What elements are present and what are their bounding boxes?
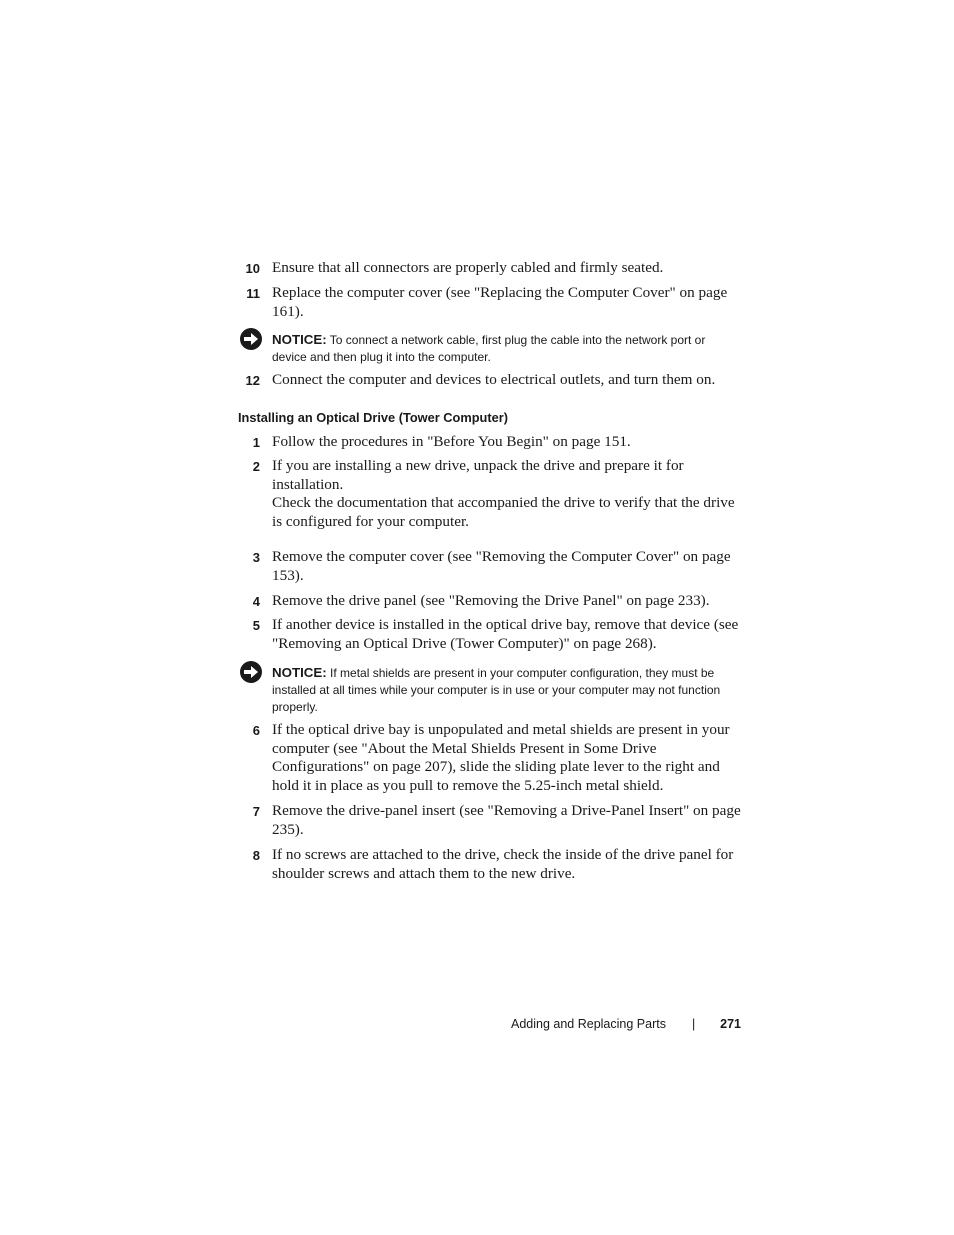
step-text: If the optical drive bay is unpopulated and metal shields are present in your computer (see "About the Metal Shields Present in Some Drive Configurations" on page 207), slide the sliding plate lever to the right and hold it in place as you pull to remove the 5.25-inch metal shield. (272, 721, 730, 794)
step-text: Replace the computer cover (see "Replacing the Computer Cover" on page 161). (272, 284, 728, 320)
step-number: 1 (252, 435, 260, 450)
step-text: Follow the procedures in "Before You Begin" on page 151. (272, 433, 631, 450)
step-text: If you are installing a new drive, unpack the drive and prepare it for installation. (272, 457, 684, 493)
footer-separator: | (692, 1017, 696, 1031)
step-text: Connect the computer and devices to electrical outlets, and turn them on. (272, 371, 716, 388)
step-4 (238, 592, 743, 611)
step-subtext: Check the documentation that accompanied the drive to verify that the drive is configured for your computer. (272, 494, 735, 530)
step-text: If another device is installed in the optical drive bay, remove that device (see "Removing an Optical Drive (Tower Computer)" on page 268). (272, 616, 739, 652)
step-3 (238, 548, 743, 585)
step-text: Ensure that all connectors are properly cabled and firmly seated. (272, 259, 664, 276)
page-number: 271 (720, 1017, 741, 1031)
step-2 (238, 457, 743, 531)
step-10 (238, 259, 743, 278)
step-number: 8 (252, 848, 260, 863)
step-number: 3 (252, 550, 260, 565)
notice-metal-shields (238, 664, 743, 716)
step-11 (238, 284, 743, 321)
step-text: If no screws are attached to the drive, check the inside of the drive panel for shoulder screws and attach them to the new drive. (272, 846, 734, 882)
step-8 (238, 846, 743, 883)
notice-text: To connect a network cable, first plug the cable into the network port or device and then plug it into the computer. (272, 333, 706, 364)
step-text: Remove the drive-panel insert (see "Removing a Drive-Panel Insert" on page 235). (272, 802, 741, 838)
step-number: 11 (246, 286, 260, 301)
step-number: 6 (252, 723, 260, 738)
notice-label: NOTICE: (272, 665, 327, 680)
step-number: 2 (252, 459, 260, 474)
step-12 (238, 371, 743, 390)
step-number: 12 (245, 373, 260, 388)
step-6 (238, 721, 743, 795)
step-number: 7 (252, 804, 260, 819)
step-1 (238, 433, 743, 452)
notice-arrow-icon (239, 660, 263, 684)
step-5 (238, 616, 743, 653)
step-7 (238, 802, 743, 839)
page-footer (511, 1015, 743, 1033)
notice-label: NOTICE: (272, 332, 327, 347)
footer-section-title: Adding and Replacing Parts (511, 1017, 666, 1031)
step-number: 10 (245, 261, 260, 276)
section-heading: Installing an Optical Drive (Tower Computer) (238, 410, 508, 425)
notice-arrow-icon (239, 327, 263, 351)
step-number: 5 (252, 618, 260, 633)
step-number: 4 (252, 594, 260, 609)
step-text: Remove the drive panel (see "Removing the Drive Panel" on page 233). (272, 592, 710, 609)
notice-network-cable (238, 331, 743, 366)
notice-text: If metal shields are present in your computer configuration, they must be installed at all times while your computer is in use or your computer may not function properly. (272, 666, 721, 714)
step-text: Remove the computer cover (see "Removing the Computer Cover" on page 153). (272, 548, 731, 584)
